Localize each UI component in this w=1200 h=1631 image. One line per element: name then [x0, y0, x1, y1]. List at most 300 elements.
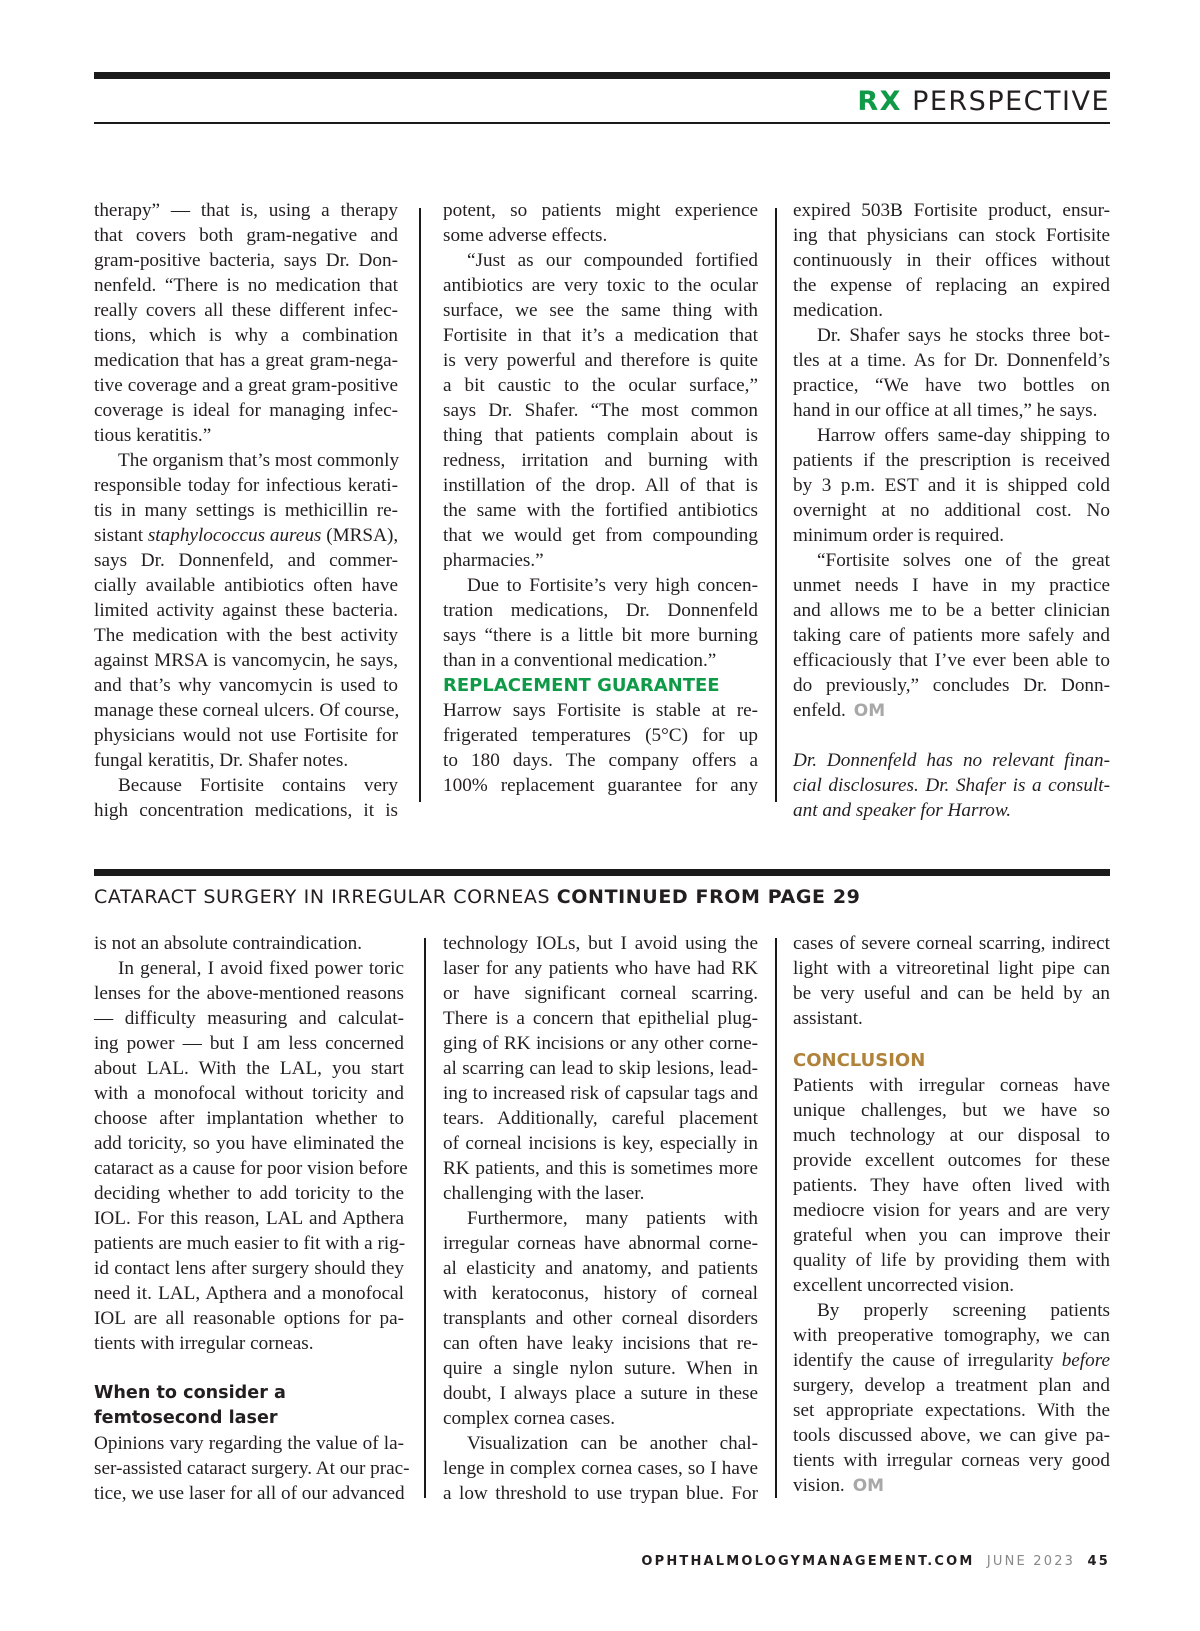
- text-line: [793, 1148, 1110, 1173]
- text-run: id contact lens after surgery should they: [94, 1258, 404, 1279]
- text-run: about LAL. With the LAL, you start: [94, 1058, 404, 1079]
- text-run: Opinions vary regarding the value of la-: [94, 1433, 404, 1454]
- text-run: patients if the prescription is received: [793, 450, 1110, 471]
- text-line: [94, 548, 398, 573]
- text-run: patients. They have often lived with: [793, 1175, 1110, 1196]
- text-run: cases of severe corneal scarring, indirect: [793, 933, 1110, 954]
- column-divider: [419, 208, 421, 802]
- text-run: cial disclosures. Dr. Shafer is a consult-: [793, 775, 1110, 796]
- text-run: coverage is ideal for managing infec-: [94, 400, 398, 421]
- text-run: be very useful and can be held by an: [793, 983, 1110, 1004]
- subheading: femtosecond laser: [94, 1408, 278, 1428]
- text-line: [443, 698, 758, 723]
- text-run: is not an absolute contraindication.: [94, 933, 363, 954]
- text-line: [94, 931, 404, 956]
- text-line: [443, 398, 758, 423]
- text-run: that we would get from compounding: [443, 525, 758, 546]
- text-line: [443, 1031, 758, 1056]
- text-run: ing that physicians can stock Fortisite: [793, 225, 1110, 246]
- text-line: [793, 373, 1110, 398]
- text-run: Patients with irregular corneas have: [793, 1075, 1110, 1096]
- text-run: pharmacies.”: [443, 550, 544, 571]
- text-line: [793, 598, 1110, 623]
- text-line: [443, 273, 758, 298]
- text-line: [443, 548, 758, 573]
- text-line: [793, 1123, 1110, 1148]
- text-run: quire a single nylon suture. When in: [443, 1358, 758, 1379]
- text-line: [793, 498, 1110, 523]
- text-line: [793, 523, 1110, 548]
- footer-date: JUNE 2023: [986, 1554, 1076, 1569]
- text-run: choose after implantation whether to: [94, 1108, 404, 1129]
- page-footer: [641, 1554, 1110, 1569]
- text-run: tions, which is why a combination: [94, 325, 398, 346]
- text-line: [793, 798, 1110, 823]
- text-line: [443, 598, 758, 623]
- text-line: [793, 981, 1110, 1006]
- continued-section-title: [94, 886, 861, 908]
- text-run: minimum order is required.: [793, 525, 1005, 546]
- text-line: [793, 548, 1110, 573]
- text-line: [793, 956, 1110, 981]
- italic-term: staphylococcus aureus: [147, 525, 322, 546]
- text-run: 100% replacement guarantee for any: [443, 775, 758, 796]
- page-number: 45: [1087, 1554, 1110, 1569]
- text-line: [793, 448, 1110, 473]
- text-run: and that’s why vancomycin is used to: [94, 675, 398, 696]
- text-run: enfeld.: [793, 700, 846, 721]
- text-line: [793, 673, 1110, 698]
- text-line: [94, 573, 398, 598]
- text-line: [94, 1481, 404, 1506]
- end-mark-om: OM: [852, 1476, 885, 1496]
- text-line: [443, 1206, 758, 1231]
- text-run: add toricity, so you have eliminated the: [94, 1133, 404, 1154]
- text-run: lenge in complex cornea cases, so I have: [443, 1458, 758, 1479]
- text-run: with preoperative tomography, we can: [793, 1325, 1110, 1346]
- text-line: [443, 573, 758, 598]
- footer-site: OPHTHALMOLOGYMANAGEMENT.COM: [641, 1554, 975, 1569]
- text-run: by 3 p.m. EST and it is shipped cold: [793, 475, 1110, 496]
- text-line: [443, 373, 758, 398]
- text-run: irregular corneas have abnormal corne-: [443, 1233, 758, 1254]
- text-run: says “there is a little bit more burning: [443, 625, 758, 646]
- text-run: doubt, I always place a suture in these: [443, 1383, 758, 1404]
- bottom-column-1: [94, 931, 410, 1506]
- text-run: responsible today for infectious kerati-: [94, 475, 398, 496]
- text-run: tients with irregular corneas.: [94, 1333, 314, 1354]
- text-line: [94, 1106, 404, 1131]
- text-run: frigerated temperatures (5°C) for up: [443, 725, 758, 746]
- text-run: transplants and other corneal disorders: [443, 1308, 758, 1329]
- text-line: [94, 198, 398, 223]
- text-line: [443, 1081, 758, 1106]
- text-run: By properly screening patients: [817, 1300, 1110, 1321]
- top-rule: [94, 72, 1110, 79]
- text-line: [94, 1056, 404, 1081]
- text-line: [443, 773, 758, 798]
- text-run: identify the cause of irregularity: [793, 1350, 1062, 1371]
- text-line: [793, 423, 1110, 448]
- text-line: [793, 1398, 1110, 1423]
- text-line: [443, 931, 758, 956]
- section-title: CATARACT SURGERY IN IRREGULAR CORNEAS: [94, 886, 551, 908]
- text-line: [443, 1281, 758, 1306]
- text-run: In general, I avoid fixed power toric: [118, 958, 404, 979]
- text-line: [793, 223, 1110, 248]
- text-run: light with a vitreoretinal light pipe can: [793, 958, 1110, 979]
- text-run: al scarring can lead to skip lesions, lead-: [443, 1058, 758, 1079]
- text-run: challenging with the laser.: [443, 1183, 645, 1204]
- text-line: [94, 373, 398, 398]
- text-run: tious keratitis.”: [94, 425, 212, 446]
- text-run: efficaciously that I’ve ever been able to: [793, 650, 1110, 671]
- text-run: Because Fortisite contains very: [118, 775, 398, 796]
- text-run: Dr. Shafer says he stocks three bot-: [817, 325, 1110, 346]
- text-run: physicians would not use Fortisite for: [94, 725, 398, 746]
- text-line: [793, 1098, 1110, 1123]
- text-line: [94, 1031, 404, 1056]
- text-run: (MRSA),: [321, 525, 399, 546]
- column-divider: [775, 208, 777, 802]
- text-run: Visualization can be another chal-: [467, 1433, 758, 1454]
- text-run: surface, we see the same thing with: [443, 300, 758, 321]
- text-run: and allows me to be a better clinician: [793, 600, 1110, 621]
- text-line: [443, 498, 758, 523]
- text-line: [793, 1073, 1110, 1098]
- text-run: sistant: [94, 525, 148, 546]
- subheading: When to consider a: [94, 1383, 286, 1403]
- text-line: [443, 1431, 758, 1456]
- text-run: that covers both gram-negative and: [94, 225, 398, 246]
- text-run: set appropriate expectations. With the: [793, 1400, 1110, 1421]
- text-run: taking care of patients more safely and: [793, 625, 1110, 646]
- text-line: [94, 956, 404, 981]
- text-run: unmet needs I have in my practice: [793, 575, 1110, 596]
- section-rule: [94, 869, 1110, 876]
- text-line: [443, 1256, 758, 1281]
- text-line: [443, 981, 758, 1006]
- text-line: [443, 473, 758, 498]
- text-line: [793, 398, 1110, 423]
- text-line: [443, 298, 758, 323]
- text-line: [793, 298, 1110, 323]
- text-line: [94, 448, 398, 473]
- top-column-3: [793, 198, 1110, 823]
- text-line: [94, 1081, 404, 1106]
- text-run: against MRSA is vancomycin, he says,: [94, 650, 398, 671]
- text-line: [443, 348, 758, 373]
- text-line: [94, 298, 398, 323]
- text-line: [443, 1406, 758, 1431]
- text-line: [793, 1198, 1110, 1223]
- text-run: — difficulty measuring and calculat-: [94, 1008, 404, 1029]
- text-line: [94, 1206, 404, 1231]
- continued-from: CONTINUED FROM PAGE 29: [556, 886, 861, 908]
- text-run: Due to Fortisite’s very high concen-: [467, 575, 758, 596]
- paragraph-spacer: [793, 723, 1110, 748]
- text-run: potent, so patients might experience: [443, 200, 758, 221]
- text-run: really covers all these different infec-: [94, 300, 398, 321]
- text-line: [443, 1131, 758, 1156]
- text-line: [793, 1448, 1110, 1473]
- text-run: tis in many settings is methicillin re-: [94, 500, 398, 521]
- text-run: tles at a time. As for Dr. Donnenfeld’s: [793, 350, 1110, 371]
- text-run: a bit caustic to the ocular surface,”: [443, 375, 758, 396]
- text-line: [793, 1348, 1110, 1373]
- text-run: gram-positive bacteria, says Dr. Don-: [94, 250, 398, 271]
- text-run: antibiotics are very toxic to the ocular: [443, 275, 758, 296]
- text-line: [94, 698, 398, 723]
- text-line: [94, 273, 398, 298]
- text-line: [443, 1481, 758, 1506]
- text-run: instillation of the drop. All of that is: [443, 475, 758, 496]
- text-run: much technology at our disposal to: [793, 1125, 1110, 1146]
- text-line: [94, 648, 398, 673]
- text-run: medication that has a great gram-nega-: [94, 350, 398, 371]
- text-line: [94, 398, 398, 423]
- text-run: the expense of replacing an expired: [793, 275, 1110, 296]
- text-line: [793, 1473, 1110, 1498]
- text-run: cially available antibiotics often have: [94, 575, 398, 596]
- text-run: tration medications, Dr. Donnenfeld: [443, 600, 758, 621]
- text-line: [443, 323, 758, 348]
- text-run: quality of life by providing them with: [793, 1250, 1110, 1271]
- text-line: [793, 1248, 1110, 1273]
- text-line: [443, 1331, 758, 1356]
- text-line: [94, 1131, 404, 1156]
- text-line: [443, 748, 758, 773]
- text-line: [793, 573, 1110, 598]
- text-line: [793, 1323, 1110, 1348]
- end-mark-om: OM: [853, 701, 886, 721]
- top-column-1: [94, 198, 398, 823]
- text-run: of corneal incisions is key, especially in: [443, 1133, 758, 1154]
- italic-term: before: [1061, 1350, 1110, 1371]
- header-underline: [94, 122, 1110, 124]
- text-run: need it. LAL, Apthera and a monofocal: [94, 1283, 404, 1304]
- text-run: laser for any patients who have had RK: [443, 958, 758, 979]
- text-run: hand in our office at all times,” he says.: [793, 400, 1098, 421]
- text-run: ging of RK incisions or any other corne-: [443, 1033, 758, 1054]
- text-run: Harrow offers same-day shipping to: [817, 425, 1110, 446]
- text-line: [94, 1231, 404, 1256]
- text-line: [793, 1423, 1110, 1448]
- text-line: [94, 1256, 404, 1281]
- text-run: vision.: [793, 1475, 845, 1496]
- text-run: complex cornea cases.: [443, 1408, 616, 1429]
- text-run: with keratoconus, history of corneal: [443, 1283, 758, 1304]
- text-line: [443, 1181, 758, 1206]
- text-line: [793, 198, 1110, 223]
- text-run: unique challenges, but we have so: [793, 1100, 1110, 1121]
- text-line: [443, 523, 758, 548]
- text-line: [443, 1456, 758, 1481]
- text-run: do previously,” concludes Dr. Donn-: [793, 675, 1110, 696]
- text-line: [94, 323, 398, 348]
- text-line: [94, 598, 398, 623]
- text-run: practice, “We have two bottles on: [793, 375, 1110, 396]
- text-line: [94, 981, 404, 1006]
- text-run: IOL. For this reason, LAL and Apthera: [94, 1208, 404, 1229]
- text-run: ing to increased risk of capsular tags and: [443, 1083, 758, 1104]
- text-run: a low threshold to use trypan blue. For: [443, 1483, 758, 1504]
- text-line: [94, 1156, 408, 1181]
- text-run: provide excellent outcomes for these: [793, 1150, 1110, 1171]
- text-run: thing that patients complain about is: [443, 425, 758, 446]
- text-line: [94, 673, 398, 698]
- text-line: [443, 448, 758, 473]
- text-run: expired 503B Fortisite product, ensur-: [793, 200, 1110, 221]
- text-line: [94, 348, 398, 373]
- text-line: [443, 1306, 758, 1331]
- text-line: [94, 1306, 404, 1331]
- text-run: deciding whether to add toricity to the: [94, 1183, 404, 1204]
- text-run: al elasticity and anatomy, and patients: [443, 1258, 758, 1279]
- text-line: [443, 1056, 758, 1081]
- text-line: [443, 198, 758, 223]
- text-run: patients are much easier to fit with a rig-: [94, 1233, 406, 1254]
- text-line: [94, 723, 398, 748]
- text-run: ser-assisted cataract surgery. At our prac-: [94, 1458, 410, 1479]
- text-run: limited activity against these bacteria.: [94, 600, 398, 621]
- text-line: [94, 1006, 404, 1031]
- column-divider: [775, 938, 777, 1498]
- bottom-column-2: [443, 931, 758, 1506]
- text-line: [94, 773, 398, 798]
- section-header: [857, 86, 1110, 117]
- text-run: cataract as a cause for poor vision before: [94, 1158, 408, 1179]
- text-line: [443, 1156, 758, 1181]
- text-line: [793, 1223, 1110, 1248]
- text-line: [94, 248, 398, 273]
- text-run: tients with irregular corneas very good: [793, 1450, 1110, 1471]
- text-run: says Dr. Donnenfeld, and commer-: [94, 550, 398, 571]
- text-line: [443, 248, 758, 273]
- text-line: [94, 1431, 404, 1456]
- text-line: [94, 623, 398, 648]
- text-line: [443, 423, 758, 448]
- text-line: [94, 223, 398, 248]
- text-run: high concentration medications, it is: [94, 800, 398, 821]
- text-run: mediocre vision for years and are very: [793, 1200, 1110, 1221]
- text-run: ant and speaker for Harrow.: [793, 800, 1011, 821]
- text-line: [443, 1106, 758, 1131]
- text-run: The organism that’s most commonly: [118, 450, 400, 471]
- text-run: is very powerful and therefore is quite: [443, 350, 758, 371]
- text-line: [443, 1356, 758, 1381]
- text-run: tools discussed above, we can give pa-: [793, 1425, 1110, 1446]
- text-line: [793, 273, 1110, 298]
- text-run: with a monofocal without toricity and: [94, 1083, 404, 1104]
- text-line: [793, 323, 1110, 348]
- text-run: therapy” — that is, using a therapy: [94, 200, 398, 221]
- text-run: tice, we use laser for all of our advanced: [94, 1483, 405, 1504]
- text-line: [94, 1281, 404, 1306]
- header-rx: RX: [857, 86, 902, 117]
- text-line: [793, 773, 1110, 798]
- text-run: to 180 days. The company offers a: [443, 750, 758, 771]
- text-line: [94, 523, 398, 548]
- text-run: There is a concern that epithelial plug-: [443, 1008, 758, 1029]
- text-line: [94, 1331, 404, 1356]
- text-run: the same with the fortified antibiotics: [443, 500, 758, 521]
- text-line: [793, 1006, 1110, 1031]
- text-line: [443, 1006, 758, 1031]
- text-run: or have significant corneal scarring.: [443, 983, 758, 1004]
- text-run: Fortisite in that it’s a medication that: [443, 325, 758, 346]
- text-line: [793, 1173, 1110, 1198]
- text-line: [793, 1298, 1110, 1323]
- text-run: The medication with the best activity: [94, 625, 398, 646]
- bottom-column-3: [793, 931, 1110, 1498]
- text-run: says Dr. Shafer. “The most common: [443, 400, 758, 421]
- text-line: [94, 423, 398, 448]
- text-line: [94, 1456, 410, 1481]
- text-line: [793, 248, 1110, 273]
- text-line: [793, 1373, 1110, 1398]
- text-line: [443, 223, 758, 248]
- text-run: nenfeld. “There is no medication that: [94, 275, 398, 296]
- top-column-2: [443, 198, 758, 798]
- text-line: [443, 723, 758, 748]
- text-run: Harrow says Fortisite is stable at re-: [443, 700, 758, 721]
- text-run: can often have leaky incisions that re-: [443, 1333, 758, 1354]
- text-run: tears. Additionally, careful placement: [443, 1108, 758, 1129]
- text-run: Furthermore, many patients with: [467, 1208, 758, 1229]
- text-run: redness, irritation and burning with: [443, 450, 758, 471]
- text-run: fungal keratitis, Dr. Shafer notes.: [94, 750, 349, 771]
- text-line: [94, 798, 398, 823]
- text-run: continuously in their offices without: [793, 250, 1110, 271]
- text-run: some adverse effects.: [443, 225, 608, 246]
- text-run: RK patients, and this is sometimes more: [443, 1158, 758, 1179]
- text-line: [793, 348, 1110, 373]
- subheading: CONCLUSION: [793, 1050, 926, 1071]
- text-run: excellent uncorrected vision.: [793, 1275, 1015, 1296]
- text-line: [793, 473, 1110, 498]
- text-line: [94, 748, 398, 773]
- text-line: [793, 623, 1110, 648]
- text-run: overnight at no additional cost. No: [793, 500, 1110, 521]
- text-line: [793, 748, 1110, 773]
- text-line: [793, 698, 1110, 723]
- text-run: assistant.: [793, 1008, 863, 1029]
- text-run: grateful when you can improve their: [793, 1225, 1110, 1246]
- text-line: [94, 1181, 404, 1206]
- text-line: [443, 648, 758, 673]
- text-line: [793, 931, 1110, 956]
- text-run: manage these corneal ulcers. Of course,: [94, 700, 400, 721]
- text-line: [94, 498, 398, 523]
- text-line: [793, 648, 1110, 673]
- text-run: IOL are all reasonable options for pa-: [94, 1308, 404, 1329]
- text-line: [443, 623, 758, 648]
- text-line: [94, 473, 398, 498]
- text-line: [793, 1273, 1110, 1298]
- text-run: Dr. Donnenfeld has no relevant finan-: [793, 750, 1110, 771]
- paragraph-spacer: [94, 1356, 404, 1381]
- text-run: ing power — but I am less concerned: [94, 1033, 404, 1054]
- text-run: tive coverage and a great gram-positive: [94, 375, 398, 396]
- text-line: [443, 1231, 758, 1256]
- text-line: [443, 1381, 758, 1406]
- text-line: [443, 956, 758, 981]
- text-run: than in a conventional medication.”: [443, 650, 717, 671]
- text-run: “Fortisite solves one of the great: [817, 550, 1110, 571]
- text-run: surgery, develop a treatment plan and: [793, 1375, 1110, 1396]
- heading-spacer: [793, 1031, 1110, 1048]
